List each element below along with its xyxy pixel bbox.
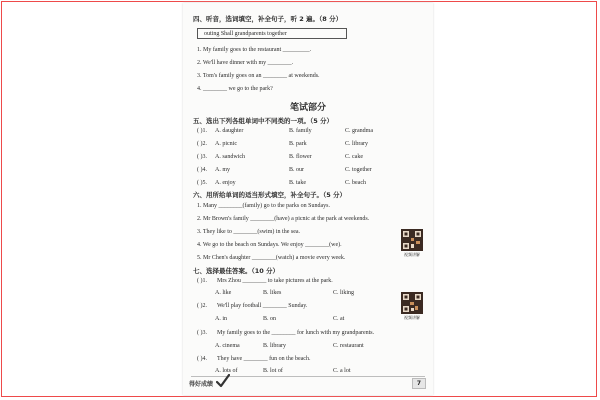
section5-title: 五、选出下列各组单词中不同类的一项。（5 分） [193,117,334,125]
brand-logo: 得好成绩 [189,381,214,388]
s5-option-c: C. grandma [345,128,373,134]
written-part-title: 笔试部分 [289,103,326,113]
s5-option-a: A. my [215,167,230,173]
s5-option-b: B. park [289,141,307,147]
s4-item-4: 4. ________ we go to the park? [197,86,273,92]
s5-option-c: C. cake [345,154,363,160]
s7-option-c: C. liking [333,290,355,296]
s5-option-b: B. take [289,180,306,186]
s7-option-c: C. at [333,316,345,322]
s6-item-2: 2. Mr Brown's family ________(have) a picnic at the park at weekends. [197,216,370,222]
s6-item-3: 3. They like to ________(swim) in the sea. [197,229,301,235]
s7-paren: ( )1. [197,278,207,284]
page-number: 7 [412,378,426,389]
s7-option-b: B. likes [263,290,282,296]
s5-option-a: A. enjoy [215,180,236,186]
s7-option-a: A. like [215,290,232,296]
s5-option-a: A. daughter [215,128,244,134]
s5-option-a: A. sandwich [215,154,245,160]
video-qr-code-icon[interactable] [401,292,423,314]
s5-option-c: C. beach [345,180,366,186]
s5-option-b: B. family [289,128,312,134]
s5-option-b: B. flower [289,154,312,160]
s7-option-b: B. on [263,316,277,322]
s7-question-text: They have ________ fun on the beach. [217,356,311,362]
s7-question-text: We'll play football ________ Sunday. [217,303,308,309]
s7-option-a: A. in [215,316,227,322]
section7-title: 七、选择最佳答案。（10 分） [193,267,280,275]
qr-label: 视频讲解 [404,252,420,257]
s7-option-b: B. library [263,343,286,349]
s7-option-a: A. lots of [215,368,238,374]
s6-item-5: 5. Mr Chen's daughter ________(watch) a movie every week. [197,255,346,261]
s7-paren: ( )4. [197,356,207,362]
s4-item-1: 1. My family goes to the restaurant _________. [197,47,312,53]
s5-paren: ( )2. [197,141,207,147]
s5-option-b: B. our [289,167,304,173]
s5-paren: ( )3. [197,154,207,160]
s7-option-c: C. restaurant [333,343,364,349]
section6-title: 六、用所给单词的适当形式填空，补全句子。（5 分） [193,191,347,199]
s7-question-text: Mrs Zhou ________ to take pictures at the park. [217,278,333,284]
s5-paren: ( )4. [197,167,207,173]
word-box: outing Shall grandparents together [197,28,347,39]
s5-paren: ( )1. [197,128,207,134]
s5-paren: ( )5. [197,180,207,186]
checkmark-logo-icon [216,374,230,388]
s6-item-4: 4. We go to the beach on Sundays. We enjoy ________(we). [197,242,342,248]
worksheet-page [183,3,433,395]
video-qr-code-icon[interactable] [401,229,423,251]
section4-title: 四、听音，选词填空，补全句子，听 2 遍。（8 分） [193,15,343,23]
s7-question-text: My family goes to the ________ for lunch with my grandparents. [217,330,375,336]
qr-label: 视频讲解 [404,315,420,320]
s7-paren: ( )2. [197,303,207,309]
s4-item-3: 3. Tom's family goes on an ________ at weekends. [197,73,320,79]
s4-item-2: 2. We'll have dinner with my ________. [197,60,294,66]
s7-option-b: B. lot of [263,368,283,374]
s6-item-1: 1. Many ________(family) go to the parks on Sundays. [197,203,330,209]
s7-paren: ( )3. [197,330,207,336]
s7-option-a: A. cinema [215,343,240,349]
s5-option-a: A. picnic [215,141,237,147]
s7-option-c: C. a lot [333,368,351,374]
s5-option-c: C. library [345,141,368,147]
s5-option-c: C. together [345,167,372,173]
